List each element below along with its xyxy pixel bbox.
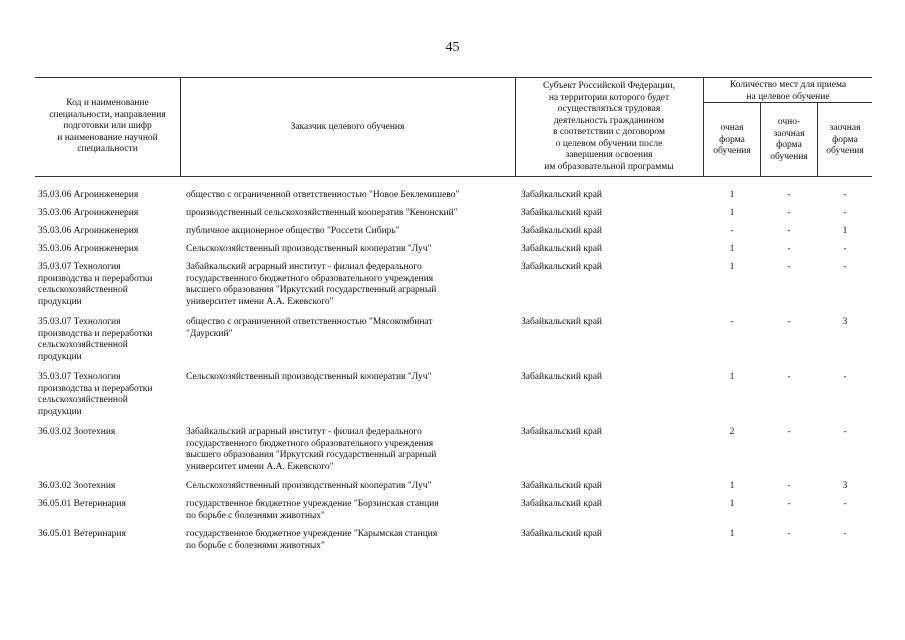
header-places: Количество мест для приема на целевое обучение	[729, 80, 847, 102]
row-2-code: 35.03.06 Агроинженерия	[38, 208, 139, 218]
row-4-code: 35.03.06 Агроинженерия	[38, 244, 139, 254]
row-7-part-time: -	[787, 372, 791, 382]
row-10-distance: -	[843, 499, 847, 509]
row-3-full-time: -	[730, 226, 734, 236]
row-5-customer: Забайкальский аграрный институт - филиал федерального государственного бюджетного образовательного учреждения высшего образования "Иркутский государственный аграрный университет имени А.А. Ежевского"	[186, 262, 437, 307]
row-4-full-time: 1	[729, 244, 735, 254]
row-11-customer: государственное бюджетное учреждение "Карымская станция по борьбе с болезнями животных"	[186, 529, 438, 551]
row-3-code: 35.03.06 Агроинженерия	[38, 226, 139, 236]
row-6-customer: общество с ограниченной ответственностью "Мясокомбинат "Даурский"	[186, 317, 433, 339]
row-3-part-time: -	[787, 226, 791, 236]
row-8-full-time: 2	[729, 427, 735, 437]
row-7-customer: Сельскохозяйственный производственный кооператив "Луч"	[186, 372, 432, 382]
row-8-distance: -	[843, 427, 847, 437]
header-top-rule	[35, 77, 872, 78]
row-1-part-time: -	[787, 190, 791, 200]
row-9-full-time: 1	[729, 481, 735, 491]
row-2-customer: производственный сельскохозяйственный кооператив "Кенонский"	[186, 208, 458, 218]
row-11-full-time: 1	[729, 529, 735, 539]
header-subject: Субъект Российской Федерации, на территории которого будет осуществляться трудовая деятельность гражданином в соответствии с договором о целевом обучении после завершения освоения им образовательной программы	[543, 81, 675, 172]
row-9-customer: Сельскохозяйственный производственный кооператив "Луч"	[186, 481, 432, 491]
row-1-code: 35.03.06 Агроинженерия	[38, 190, 139, 200]
row-9-subject: Забайкальский край	[521, 481, 602, 491]
header-customer: Заказчик целевого обучения	[290, 122, 405, 132]
row-2-distance: -	[843, 208, 847, 218]
row-1-subject: Забайкальский край	[521, 190, 602, 200]
row-7-subject: Забайкальский край	[521, 372, 602, 382]
row-3-subject: Забайкальский край	[521, 226, 602, 236]
header-part-time: очно- заочная форма обучения	[770, 117, 808, 162]
row-9-part-time: -	[787, 481, 791, 491]
row-2-subject: Забайкальский край	[521, 208, 602, 218]
row-5-full-time: 1	[729, 262, 735, 272]
row-8-subject: Забайкальский край	[521, 427, 602, 437]
row-6-subject: Забайкальский край	[521, 317, 602, 327]
row-3-distance: 1	[842, 226, 848, 236]
header-bottom-rule	[35, 176, 872, 177]
row-4-customer: Сельскохозяйственный производственный кооператив "Луч"	[186, 244, 432, 254]
header-full-time: очная форма обучения	[713, 123, 751, 156]
row-7-distance: -	[843, 372, 847, 382]
row-5-subject: Забайкальский край	[521, 262, 602, 272]
row-11-part-time: -	[787, 529, 791, 539]
row-6-full-time: -	[730, 317, 734, 327]
row-10-customer: государственное бюджетное учреждение "Борзинская станция по борьбе с болезнями животных"	[186, 499, 439, 521]
row-11-code: 36.05.01 Ветеринария	[38, 529, 126, 539]
row-11-distance: -	[843, 529, 847, 539]
row-5-part-time: -	[787, 262, 791, 272]
row-9-distance: 3	[842, 481, 848, 491]
row-1-distance: -	[843, 190, 847, 200]
row-6-distance: 3	[842, 317, 848, 327]
row-9-code: 36.03.02 Зоотехния	[38, 481, 116, 491]
page-number: 45	[445, 40, 460, 55]
row-8-customer: Забайкальский аграрный институт - филиал федерального государственного бюджетного образовательного учреждения высшего образования "Иркутский государственный аграрный университет имени А.А. Ежевского"	[186, 427, 437, 472]
row-10-full-time: 1	[729, 499, 735, 509]
row-5-distance: -	[843, 262, 847, 272]
row-8-part-time: -	[787, 427, 791, 437]
row-4-part-time: -	[787, 244, 791, 254]
row-4-distance: -	[843, 244, 847, 254]
header-code: Код и наименование специальности, направления подготовки или шифр и наименование научной специальности	[49, 98, 166, 154]
row-10-subject: Забайкальский край	[521, 499, 602, 509]
row-7-full-time: 1	[729, 372, 735, 382]
row-10-part-time: -	[787, 499, 791, 509]
row-10-code: 36.05.01 Ветеринария	[38, 499, 126, 509]
row-4-subject: Забайкальский край	[521, 244, 602, 254]
row-2-full-time: 1	[729, 208, 735, 218]
row-6-code: 35.03.07 Технология производства и переработки сельскохозяйственной продукции	[38, 317, 153, 362]
header-distance: заочная форма обучения	[826, 123, 864, 156]
row-2-part-time: -	[787, 208, 791, 218]
row-5-code: 35.03.07 Технология производства и переработки сельскохозяйственной продукции	[38, 262, 153, 307]
row-6-part-time: -	[787, 317, 791, 327]
row-1-full-time: 1	[729, 190, 735, 200]
row-7-code: 35.03.07 Технология производства и переработки сельскохозяйственной продукции	[38, 372, 153, 417]
row-8-code: 36.03.02 Зоотехния	[38, 427, 116, 437]
row-1-customer: общество с ограниченной ответственностью "Новое Беклемишево"	[186, 190, 460, 200]
row-11-subject: Забайкальский край	[521, 529, 602, 539]
row-3-customer: публичное акционерное общество "Россети Сибирь"	[186, 226, 400, 236]
